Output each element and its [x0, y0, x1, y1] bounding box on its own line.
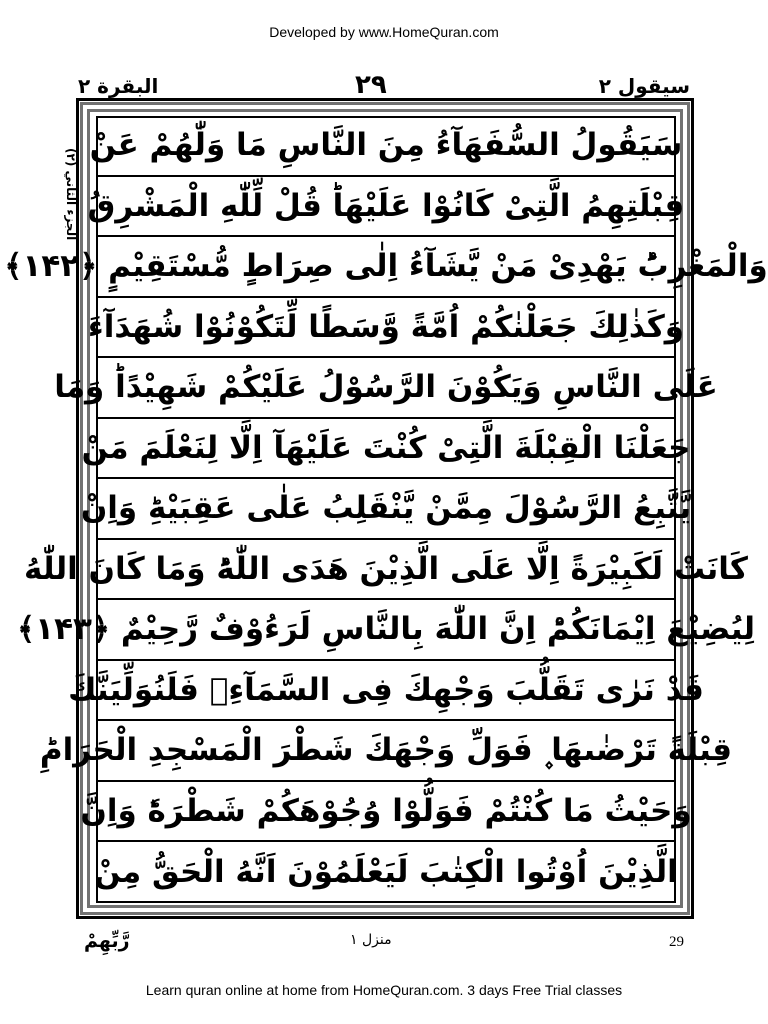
verse-line: وَالْمَغْرِبُؕ يَهْدِىْ مَنْ يَّشَآءُ اِلٰى صِرَاطٍ مُّسْتَقِيْمٍ ﴿۱۴۲﴾	[96, 237, 676, 298]
header-page-number: ۲۹	[355, 70, 387, 100]
bottom-credit: Learn quran online at home from HomeQuran.com. 3 days Free Trial classes	[145, 982, 623, 998]
verse-line: عَلَى النَّاسِ وَيَكُوْنَ الرَّسُوْلُ عَلَيْكُمْ شَهِيْدًاؕ وَمَا	[96, 358, 676, 419]
catchword: رَّبِّهِمْ	[84, 930, 130, 952]
verse-line: جَعَلْنَا الْقِبْلَةَ الَّتِىْ كُنْتَ عَلَيْهَآ اِلَّا لِنَعْلَمَ مَنْ	[96, 419, 676, 480]
verse-line: وَحَيْثُ مَا كُنْتُمْ فَوَلُّوْا وُجُوْهَكُمْ شَطْرَهٗؕ وَاِنَّ	[96, 782, 676, 843]
juz-marker: الجزء الثاني (٢)	[64, 147, 78, 240]
verse-line: يَّتَّبِعُ الرَّسُوْلَ مِمَّنْ يَّنْقَلِبُ عَلٰى عَقِبَيْهِؕ وَاِنْ	[96, 479, 676, 540]
verse-line: قَدْ نَرٰى تَقَلُّبَ وَجْهِكَ فِى السَّمَآءِۚ فَلَنُوَلِّيَنَّكَ	[96, 661, 676, 722]
para-name: سيقول ٢	[598, 74, 690, 98]
top-credit: Developed by www.HomeQuran.com	[269, 24, 499, 40]
verse-line: الَّذِيْنَ اُوْتُوا الْكِتٰبَ لَيَعْلَمُوْنَ اَنَّهُ الْحَقُّ مِنْ	[94, 854, 678, 891]
verse-line: لِيُضِيْعَ اِيْمَانَكُمْؕ اِنَّ اللّٰهَ بِالنَّاسِ لَرَءُوْفٌ رَّحِيْمٌ ﴿۱۴۳﴾	[96, 600, 676, 661]
verse-line: سَيَقُولُ السُّفَهَآءُ مِنَ النَّاسِ مَا وَلّٰهُمْ عَنْ	[96, 116, 676, 177]
verse-line: وَكَذٰلِكَ جَعَلْنٰكُمْ اُمَّةً وَّسَطًا لِّتَكُوْنُوْا شُهَدَآءَ	[96, 298, 676, 359]
footer-page-number: 29	[669, 934, 684, 950]
surah-name: البقرة ٢	[78, 74, 159, 98]
verse-line: كَانَتْ لَكَبِيْرَةً اِلَّا عَلَى الَّذِيْنَ هَدَى اللّٰهُؕ وَمَا كَانَ اللّٰهُ	[96, 540, 676, 601]
verse-line: قِبْلَةً تَرْضٰىهَا ۪ فَوَلِّ وَجْهَكَ شَطْرَ الْمَسْجِدِ الْحَرَامِؕ	[96, 721, 676, 782]
manzil-label: منزل ١	[350, 932, 392, 948]
verse-line: قِبْلَتِهِمُ الَّتِىْ كَانُوْا عَلَيْهَاؕ قُلْ لِّلّٰهِ الْمَشْرِقُ	[96, 177, 676, 238]
